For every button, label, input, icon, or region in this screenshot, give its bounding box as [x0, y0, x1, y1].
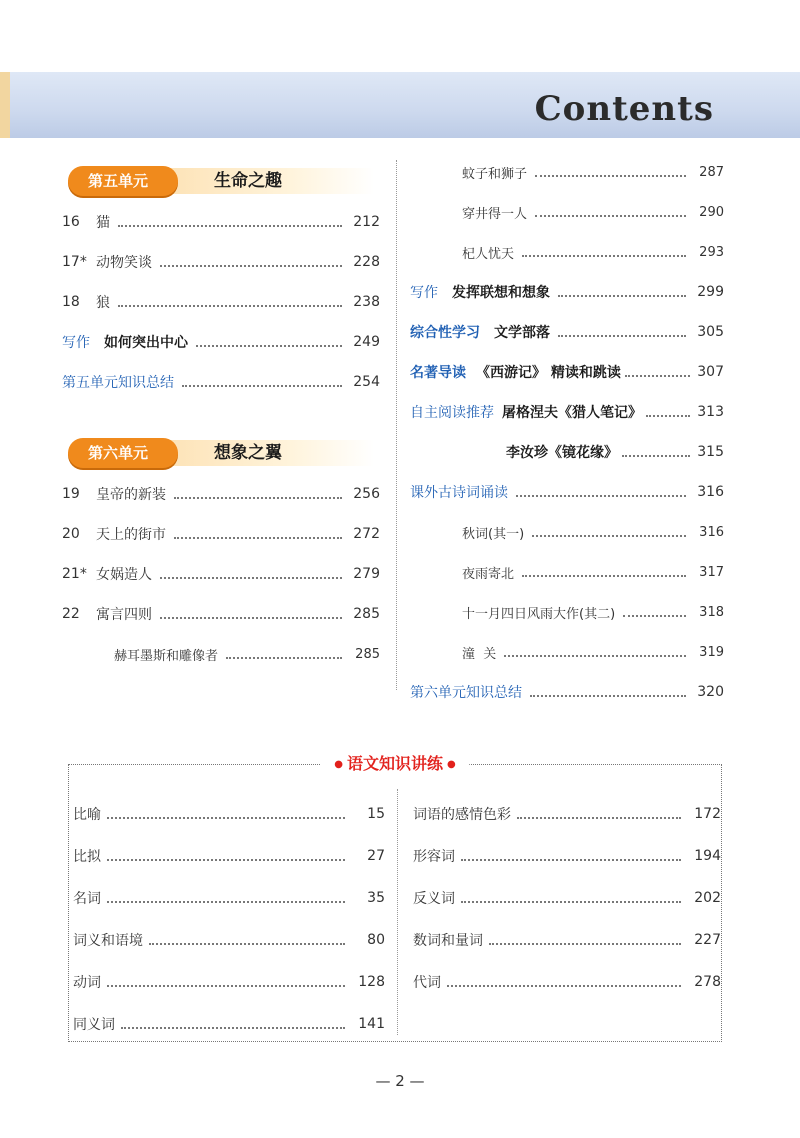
page-number: 194	[694, 848, 721, 864]
lesson-number: 17*	[62, 254, 87, 270]
knowledge-entry[interactable]	[73, 793, 385, 835]
toc-entry-activity[interactable]	[410, 312, 724, 352]
toc-subentry[interactable]	[410, 632, 724, 672]
knowledge-divider	[397, 789, 398, 1035]
entry-title: 形容词	[413, 849, 455, 865]
dot-leader	[517, 817, 681, 819]
unit-theme: 想象之翼	[214, 443, 282, 463]
entry-title: 天上的街市	[96, 527, 166, 543]
dot-leader	[160, 617, 342, 619]
entry-title: 潼 关	[462, 646, 497, 662]
dot-leader	[107, 817, 345, 819]
entry-title: 秋词(其一)	[462, 526, 525, 542]
dot-leader	[522, 575, 686, 577]
bullet-icon: ●	[447, 759, 456, 770]
page-number: 27	[367, 848, 385, 864]
page-number: 319	[699, 644, 724, 660]
entry-title: 同义词	[73, 1017, 115, 1033]
entry-title: 发挥联想和想象	[452, 285, 550, 301]
entry-title: 猫	[96, 215, 110, 231]
section-tag: 写作	[62, 335, 90, 351]
page-number: 315	[697, 444, 724, 460]
page-title: Contents	[534, 89, 714, 129]
lesson-number: 20	[62, 526, 80, 542]
page-number: 316	[699, 524, 724, 540]
dot-leader	[174, 497, 342, 499]
dot-leader	[196, 345, 342, 347]
column-divider	[396, 160, 397, 690]
knowledge-entry[interactable]	[73, 961, 385, 1003]
dot-leader	[118, 305, 342, 307]
unit-label: 第六单元	[68, 438, 178, 468]
page-number: 318	[699, 604, 724, 620]
dot-leader	[107, 985, 345, 987]
page-number: 35	[367, 890, 385, 906]
toc-entry-classic[interactable]	[410, 352, 724, 392]
page-number: 272	[353, 526, 380, 542]
toc-subentry[interactable]	[410, 432, 724, 472]
toc-subentry[interactable]	[62, 634, 380, 674]
page-number: 317	[699, 564, 724, 580]
page-number: 285	[355, 646, 380, 662]
page-number: 15	[367, 806, 385, 822]
page-number: 256	[353, 486, 380, 502]
dot-leader	[107, 859, 345, 861]
entry-title: 课外古诗词诵读	[410, 485, 508, 501]
entry-title: 赫耳墨斯和雕像者	[114, 648, 219, 664]
toc-subentry[interactable]	[410, 232, 724, 272]
page-number: 305	[697, 324, 724, 340]
toc-entry-writing[interactable]	[410, 272, 724, 312]
unit-label: 第五单元	[68, 166, 178, 196]
page-number: 228	[353, 254, 380, 270]
toc-entry[interactable]	[62, 282, 380, 322]
banner-accent	[0, 72, 10, 138]
dot-leader	[461, 859, 681, 861]
knowledge-entry[interactable]	[73, 919, 385, 961]
entry-title: 十一月四日风雨大作(其二)	[462, 606, 616, 622]
lesson-number: 22	[62, 606, 80, 622]
page-number: 254	[353, 374, 380, 390]
dot-leader	[532, 535, 686, 537]
dot-leader	[182, 385, 342, 387]
dot-leader	[558, 335, 686, 337]
dot-leader	[149, 943, 345, 945]
knowledge-right-column	[413, 793, 721, 1003]
page-number: 141	[358, 1016, 385, 1032]
page-number: 80	[367, 932, 385, 948]
dot-leader	[118, 225, 342, 227]
entry-title: 代词	[413, 975, 441, 991]
toc-entry-reading[interactable]	[410, 392, 724, 432]
entry-title: 第六单元知识总结	[410, 685, 522, 701]
dot-leader	[160, 577, 342, 579]
entry-title: 《西游记》 精读和跳读	[476, 365, 621, 381]
page-number: 307	[697, 364, 724, 380]
knowledge-title-text: 语文知识讲练	[346, 754, 444, 773]
page-number: 299	[697, 284, 724, 300]
dot-leader	[535, 175, 686, 177]
dot-leader	[504, 655, 686, 657]
unit-theme: 生命之趣	[214, 171, 282, 191]
dot-leader	[558, 295, 686, 297]
dot-leader	[461, 901, 681, 903]
knowledge-left-column	[73, 793, 385, 1045]
page-number: 172	[694, 806, 721, 822]
dot-leader	[107, 901, 345, 903]
section-tag: 写作	[410, 285, 438, 301]
knowledge-entry[interactable]	[413, 877, 721, 919]
entry-title: 数词和量词	[413, 933, 483, 949]
entry-title: 动物笑谈	[96, 255, 152, 271]
entry-title: 夜雨寄北	[462, 566, 515, 582]
lesson-number: 19	[62, 486, 80, 502]
dot-leader	[121, 1027, 345, 1029]
entry-title: 第五单元知识总结	[62, 375, 174, 391]
page-number: 316	[697, 484, 724, 500]
knowledge-entry[interactable]	[413, 835, 721, 877]
page-number: 313	[697, 404, 724, 420]
entry-title: 文学部落	[494, 325, 550, 341]
toc-right-column	[410, 152, 724, 712]
entry-title: 比喻	[73, 807, 101, 823]
page-number: 202	[694, 890, 721, 906]
entry-title: 词语的感情色彩	[413, 807, 511, 823]
dot-leader	[622, 455, 690, 457]
entry-title: 女娲造人	[96, 567, 152, 583]
dot-leader	[530, 695, 686, 697]
entry-title: 比拟	[73, 849, 101, 865]
entry-title: 李汝珍《镜花缘》	[506, 445, 618, 461]
bullet-icon: ●	[334, 759, 343, 770]
dot-leader	[646, 415, 690, 417]
toc-entry[interactable]	[62, 474, 380, 514]
knowledge-section	[68, 754, 722, 1042]
page-number: 238	[353, 294, 380, 310]
lesson-number: 21*	[62, 566, 87, 582]
dot-leader	[489, 943, 681, 945]
toc-left-column	[62, 152, 380, 674]
page-number: 290	[699, 204, 724, 220]
unit-header-5	[62, 158, 380, 202]
page-footer: — 2 —	[375, 1072, 425, 1090]
section-tag: 自主阅读推荐	[410, 405, 494, 421]
knowledge-entry[interactable]	[413, 961, 721, 1003]
toc-entry-summary[interactable]	[62, 362, 380, 402]
entry-title: 名词	[73, 891, 101, 907]
dot-leader	[516, 495, 686, 497]
knowledge-entry[interactable]	[413, 919, 721, 961]
entry-title: 屠格涅夫《猎人笔记》	[502, 405, 642, 421]
section-tag: 名著导读	[410, 365, 466, 381]
lesson-number: 18	[62, 294, 80, 310]
toc-subentry[interactable]	[410, 592, 724, 632]
toc-entry-writing[interactable]	[62, 322, 380, 362]
toc-subentry[interactable]	[410, 512, 724, 552]
page-number: 128	[358, 974, 385, 990]
entry-title: 杞人忧天	[462, 246, 515, 262]
dot-leader	[623, 615, 686, 617]
page-number: 285	[353, 606, 380, 622]
page-number: 212	[353, 214, 380, 230]
entry-title: 词义和语境	[73, 933, 143, 949]
dot-leader	[160, 265, 342, 267]
unit-header-6	[62, 430, 380, 474]
dot-leader	[174, 537, 342, 539]
entry-title: 狼	[96, 295, 110, 311]
entry-title: 如何突出中心	[104, 335, 188, 351]
dot-leader	[447, 985, 681, 987]
toc-entry[interactable]	[62, 202, 380, 242]
section-tag: 综合性学习	[410, 325, 480, 341]
toc-subentry[interactable]	[410, 552, 724, 592]
page-number: 293	[699, 244, 724, 260]
toc-entry[interactable]	[62, 514, 380, 554]
page-number: 249	[353, 334, 380, 350]
entry-title: 蚊子和狮子	[462, 166, 528, 182]
dot-leader	[226, 657, 342, 659]
toc-entry-poetry[interactable]	[410, 472, 724, 512]
entry-title: 动词	[73, 975, 101, 991]
page-number: 287	[699, 164, 724, 180]
entry-title: 皇帝的新装	[96, 487, 166, 503]
dot-leader	[522, 255, 686, 257]
toc-subentry[interactable]	[410, 192, 724, 232]
toc-subentry[interactable]	[410, 152, 724, 192]
toc-entry-summary[interactable]	[410, 672, 724, 712]
knowledge-entry[interactable]	[73, 835, 385, 877]
entry-title: 反义词	[413, 891, 455, 907]
dot-leader	[625, 375, 690, 377]
page-number: 279	[353, 566, 380, 582]
toc-entry[interactable]	[62, 554, 380, 594]
knowledge-entry[interactable]	[73, 1003, 385, 1045]
entry-title: 寓言四则	[96, 607, 152, 623]
toc-entry[interactable]	[62, 594, 380, 634]
knowledge-entry[interactable]	[413, 793, 721, 835]
page-number: 227	[694, 932, 721, 948]
lesson-number: 16	[62, 214, 80, 230]
knowledge-entry[interactable]	[73, 877, 385, 919]
knowledge-title	[320, 751, 469, 774]
dot-leader	[535, 215, 686, 217]
page-number: 278	[694, 974, 721, 990]
page-number: 320	[697, 684, 724, 700]
entry-title: 穿井得一人	[462, 206, 528, 222]
toc-entry[interactable]	[62, 242, 380, 282]
